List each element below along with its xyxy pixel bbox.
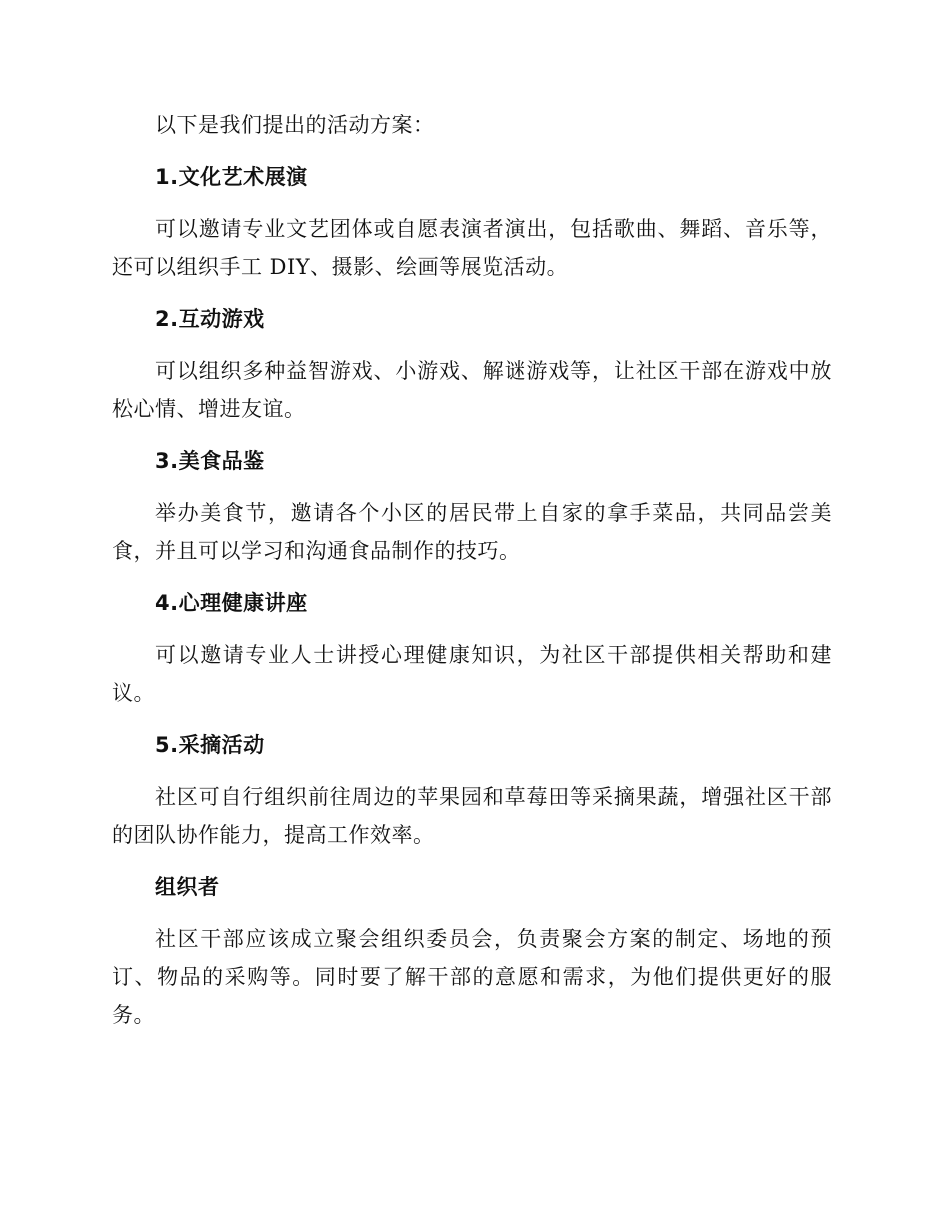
section-heading-culture-arts: 1.文化艺术展演	[155, 165, 308, 189]
section-heading-organizer: 组织者	[155, 875, 220, 899]
section-body-food-tasting: 举办美食节，邀请各个小区的居民带上自家的拿手菜品，共同品尝美食，并且可以学习和沟通食品制作的技巧。	[112, 501, 832, 563]
section-heading-interactive-games: 2.互动游戏	[155, 307, 265, 331]
section-body-interactive-games: 可以组织多种益智游戏、小游戏、解谜游戏等，让社区干部在游戏中放松心情、增进友谊。	[112, 359, 832, 421]
section-heading-picking: 5.采摘活动	[155, 733, 265, 757]
section-body-culture-arts: 可以邀请专业文艺团体或自愿表演者演出，包括歌曲、舞蹈、音乐等，还可以组织手工 DIY、摄影、绘画等展览活动。	[112, 217, 832, 279]
section-body-mental-health: 可以邀请专业人士讲授心理健康知识，为社区干部提供相关帮助和建议。	[112, 643, 832, 705]
section-body-picking: 社区可自行组织前往周边的苹果园和草莓田等采摘果蔬，增强社区干部的团队协作能力，提高工作效率。	[112, 785, 832, 847]
document-content	[112, 106, 832, 1048]
intro-paragraph: 以下是我们提出的活动方案：	[155, 113, 435, 137]
section-body-organizer: 社区干部应该成立聚会组织委员会，负责聚会方案的制定、场地的预订、物品的采购等。同时要了解干部的意愿和需求，为他们提供更好的服务。	[112, 927, 832, 1027]
section-heading-food-tasting: 3.美食品鉴	[155, 449, 265, 473]
section-heading-mental-health: 4.心理健康讲座	[155, 591, 308, 615]
